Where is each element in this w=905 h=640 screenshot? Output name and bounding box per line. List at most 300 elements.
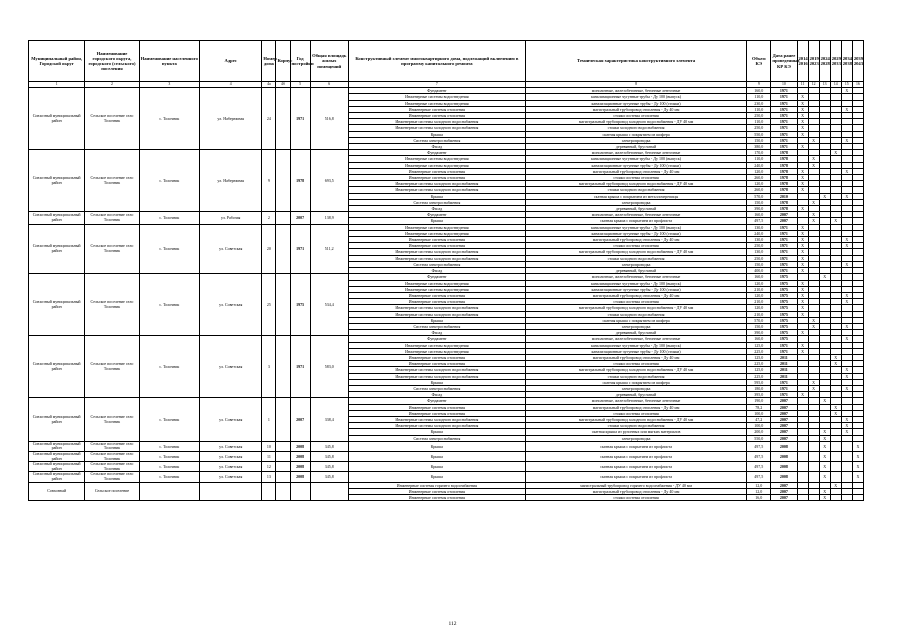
volume-cell: 225,0 — [747, 361, 771, 367]
period-mark-cell — [841, 472, 852, 482]
repair-date-cell: 1975 — [771, 323, 797, 329]
characteristic-cell: магистральный трубопровод отопления - Ду 40 мм — [525, 237, 746, 243]
repair-date-cell: 1971 — [771, 94, 797, 100]
repair-date-cell: 2011 — [771, 373, 797, 379]
characteristic-cell: стояки системы отопления — [525, 113, 746, 119]
characteristic-cell: скатная крыша с покрытием из профлиста — [525, 451, 746, 461]
column-number: 10 — [771, 82, 797, 88]
structural-element-cell: Инженерные системы холодного водоснабжения — [348, 187, 525, 193]
characteristic-cell: электропроводка — [525, 323, 746, 329]
settlement-cell: Сельское поселение село Толочник — [85, 462, 139, 472]
period-mark-cell: X — [797, 100, 808, 106]
characteristic-cell: стояки системы отопления — [525, 175, 746, 181]
period-mark-cell: X — [852, 441, 863, 451]
volume-cell: 160,0 — [747, 274, 771, 280]
column-header: Год постройки — [290, 41, 310, 82]
characteristic-cell: магистральный трубопровод отопления - Ду 40 мм — [525, 106, 746, 112]
repair-date-cell: 1978 — [771, 150, 797, 156]
district-cell: Cовхозный муниципальный район — [29, 451, 85, 461]
volume-cell: 250,0 — [747, 113, 771, 119]
structural-element-cell: Фасад — [348, 206, 525, 212]
period-mark-cell — [808, 462, 819, 472]
characteristic-cell: электропроводка — [525, 199, 746, 205]
locality-cell: с. Толочник — [139, 472, 199, 482]
repair-date-cell: 1971 — [771, 125, 797, 131]
period-mark-cell: X — [797, 292, 808, 298]
living-area-cell: 345,8 — [310, 472, 348, 482]
living-area-cell: 345,8 — [310, 441, 348, 451]
structural-element-cell: Инженерные системы отопления — [348, 404, 525, 410]
building-cell — [276, 224, 290, 274]
characteristic-cell: канализационные чугунные трубы - Ду 100 (стояки) — [525, 230, 746, 236]
structural-element-cell: Фундамент — [348, 274, 525, 280]
settlement-cell: Сельское поселение село Толочник — [85, 88, 139, 150]
period-mark-cell: X — [797, 119, 808, 125]
structural-element-cell: Инженерные системы холодного водоснабжения — [348, 311, 525, 317]
structural-element-cell: Инженерные системы отопления — [348, 354, 525, 360]
characteristic-cell: стояки холодного водоснабжения — [525, 423, 746, 429]
repair-date-cell: 1978 — [771, 162, 797, 168]
structural-element-cell: Инженерные системы холодного водоснабжения — [348, 305, 525, 311]
column-header: Объем КЭ — [747, 41, 771, 82]
build-year-cell: 1978 — [290, 150, 310, 212]
build-year-cell: 1971 — [290, 336, 310, 398]
structural-element-cell: Фасад — [348, 144, 525, 150]
volume-cell: 130,0 — [747, 249, 771, 255]
period-mark-cell — [797, 441, 808, 451]
structural-element-cell: Инженерные системы отопления — [348, 106, 525, 112]
repair-date-cell: 1971 — [771, 348, 797, 354]
period-mark-cell — [797, 462, 808, 472]
volume-cell: 225,0 — [747, 348, 771, 354]
column-header: 2014 2016 — [797, 41, 808, 82]
characteristic-cell: электропроводка — [525, 261, 746, 267]
table-row — [29, 441, 864, 451]
build-year-cell: 2007 — [290, 212, 310, 224]
period-mark-cell: X — [797, 286, 808, 292]
period-mark-cell: X — [797, 106, 808, 112]
characteristic-cell: магистральный трубопровод отопления - Ду 40 мм — [525, 168, 746, 174]
characteristic-cell: канализационные чугунные трубы - Ду 100 (выпуск) — [525, 94, 746, 100]
structural-element-cell: Фасад — [348, 268, 525, 274]
volume-cell: 230,0 — [747, 100, 771, 106]
structural-element-cell: Инженерные системы отопления — [348, 168, 525, 174]
structural-element-cell: Инженерные системы холодного водоснабжения — [348, 255, 525, 261]
repair-date-cell: 1975 — [771, 292, 797, 298]
repair-date-cell: 1971 — [771, 144, 797, 150]
repair-date-cell: 1971 — [771, 237, 797, 243]
repair-date-cell: 1975 — [771, 274, 797, 280]
characteristic-cell: стояки холодного водоснабжения — [525, 125, 746, 131]
period-mark-cell: X — [841, 88, 852, 94]
volume-cell: 130,0 — [747, 224, 771, 230]
structural-element-cell: Инженерные системы водоотведения — [348, 342, 525, 348]
characteristic-cell: стояки холодного водоснабжения — [525, 255, 746, 261]
settlement-cell: Сельское поселение село Толочник — [85, 150, 139, 212]
structural-element-cell: Инженерные системы отопления — [348, 361, 525, 367]
volume-cell: 150,0 — [747, 199, 771, 205]
build-year-cell: 2007 — [290, 398, 310, 441]
column-number: 1 — [29, 82, 85, 88]
repair-date-cell: 1971 — [771, 230, 797, 236]
repair-date-cell: 2007 — [771, 429, 797, 435]
period-mark-cell: X — [797, 224, 808, 230]
volume-cell: 110,0 — [747, 156, 771, 162]
characteristic-cell: магистральный трубопровод холодного водоснабжения - ДУ 40 мм — [525, 367, 746, 373]
house-number-cell: 10 — [262, 441, 276, 451]
period-mark-cell: X — [808, 385, 819, 391]
house-number-cell: 24 — [262, 88, 276, 150]
characteristic-cell: деревянный, брусчатый — [525, 392, 746, 398]
repair-date-cell: 2007 — [771, 488, 797, 494]
settlement-cell: Сельское поселение село Толочник — [85, 472, 139, 482]
period-mark-cell: X — [852, 472, 863, 482]
period-mark-cell: X — [797, 144, 808, 150]
period-mark-cell — [852, 494, 863, 500]
district-cell: Cовхозный муниципальный район — [29, 88, 85, 150]
district-cell: Cовхозный — [29, 482, 85, 501]
repair-date-cell: 1971 — [771, 119, 797, 125]
characteristic-cell: стояки холодного водоснабжения — [525, 311, 746, 317]
period-mark-cell — [841, 441, 852, 451]
characteristic-cell: магистральный трубопровод отопления - Ду 40 мм — [525, 292, 746, 298]
period-mark-cell — [830, 451, 841, 461]
period-mark-cell: X — [841, 429, 852, 435]
volume-cell: 100,0 — [747, 410, 771, 416]
characteristic-cell: электропроводка — [525, 385, 746, 391]
capital-repair-table — [28, 40, 864, 501]
repair-date-cell: 2011 — [771, 367, 797, 373]
column-number: 4 — [200, 82, 262, 88]
living-area-cell: 338,4 — [310, 398, 348, 441]
structural-element-cell: Инженерные системы холодного водоснабжения — [348, 249, 525, 255]
build-year-cell: 2008 — [290, 451, 310, 461]
characteristic-cell: монолитные, железобетонные, бетонные ленточные — [525, 274, 746, 280]
period-mark-cell: X — [841, 336, 852, 342]
volume-cell: 125,0 — [747, 354, 771, 360]
repair-date-cell: 1971 — [771, 342, 797, 348]
volume-cell: 240,0 — [747, 230, 771, 236]
characteristic-cell: скатная крыша с покрытием из шифера — [525, 131, 746, 137]
period-mark-cell: X — [808, 162, 819, 168]
structural-element-cell: Фундамент — [348, 398, 525, 404]
volume-cell: 12,0 — [747, 488, 771, 494]
period-mark-cell: X — [841, 385, 852, 391]
characteristic-cell: магистральный трубопровод холодного водоснабжения - ДУ 40 мм — [525, 249, 746, 255]
structural-element-cell: Инженерные системы водоотведения — [348, 280, 525, 286]
volume-cell: 400,0 — [747, 268, 771, 274]
column-header: Дата ранее проведенных КР КЭ — [771, 41, 797, 82]
characteristic-cell: канализационные чугунные трубы - Ду 100 (стояки) — [525, 286, 746, 292]
locality-cell: с. Толочник — [139, 224, 199, 274]
period-mark-cell: X — [797, 94, 808, 100]
settlement-cell: Сельское поселение — [85, 482, 139, 501]
volume-cell: 130,0 — [747, 237, 771, 243]
repair-date-cell: 1975 — [771, 305, 797, 311]
locality-cell: с. Толочник — [139, 150, 199, 212]
period-mark-cell: X — [797, 342, 808, 348]
period-mark-cell — [808, 441, 819, 451]
repair-date-cell: 1978 — [771, 181, 797, 187]
settlement-cell: Сельское поселение село Толочник — [85, 224, 139, 274]
column-header: Номер дома — [262, 41, 276, 82]
structural-element-cell: Система электроснабжения — [348, 323, 525, 329]
structural-element-cell: Инженерные системы водоотведения — [348, 162, 525, 168]
house-number-cell: 20 — [262, 224, 276, 274]
column-number: 2 — [85, 82, 139, 88]
structural-element-cell: Крыша — [348, 472, 525, 482]
period-mark-cell: X — [830, 354, 841, 360]
period-mark-cell: X — [808, 317, 819, 323]
repair-date-cell: 1971 — [771, 224, 797, 230]
street-cell: ул. Советская — [200, 441, 262, 451]
period-mark-cell — [830, 472, 841, 482]
period-mark-cell: X — [808, 156, 819, 162]
column-number: 8 — [525, 82, 746, 88]
settlement-cell: Сельское поселение село Толочник — [85, 451, 139, 461]
volume-cell: 550,0 — [747, 131, 771, 137]
repair-date-cell: 2007 — [771, 212, 797, 218]
repair-date-cell: 1971 — [771, 100, 797, 106]
period-mark-cell — [808, 472, 819, 482]
volume-cell: 210,0 — [747, 311, 771, 317]
repair-date-cell: 1975 — [771, 299, 797, 305]
structural-element-cell: Крыша — [348, 429, 525, 435]
structural-element-cell: Крыша — [348, 441, 525, 451]
build-year-cell: 1971 — [290, 224, 310, 274]
build-year-cell: 1975 — [290, 274, 310, 336]
period-mark-cell: X — [841, 243, 852, 249]
volume-cell: 120,0 — [747, 280, 771, 286]
street-cell: ул. Советская — [200, 398, 262, 441]
repair-date-cell: 2007 — [771, 494, 797, 500]
column-header: 2039 2043 — [852, 41, 863, 82]
structural-element-cell: Фасад — [348, 330, 525, 336]
characteristic-cell: монолитные, железобетонные, бетонные ленточные — [525, 398, 746, 404]
structural-element-cell: Фундамент — [348, 88, 525, 94]
characteristic-cell: скатная крыша с покрытием из металлочерепицы — [525, 193, 746, 199]
repair-date-cell: 2007 — [771, 410, 797, 416]
structural-element-cell: Инженерные системы холодного водоснабжения — [348, 181, 525, 187]
period-mark-cell: X — [797, 243, 808, 249]
page-number: 112 — [448, 621, 457, 627]
living-area-cell — [310, 482, 348, 501]
column-header: 2029 2033 — [830, 41, 841, 82]
repair-date-cell: 2007 — [771, 423, 797, 429]
volume-cell: 200,0 — [747, 429, 771, 435]
repair-date-cell: 1971 — [771, 137, 797, 143]
repair-date-cell: 1975 — [771, 280, 797, 286]
structural-element-cell: Крыша — [348, 193, 525, 199]
living-area-cell: 138,9 — [310, 212, 348, 224]
period-mark-cell: X — [841, 137, 852, 143]
characteristic-cell: канализационные чугунные трубы - Ду 100 (стояки) — [525, 162, 746, 168]
locality-cell: с. Толочник — [139, 336, 199, 398]
structural-element-cell: Инженерные системы водоотведения — [348, 100, 525, 106]
period-mark-cell: X — [797, 299, 808, 305]
district-cell: Cовхозный муниципальный район — [29, 336, 85, 398]
structural-element-cell: Система электроснабжения — [348, 137, 525, 143]
period-mark-cell: X — [841, 323, 852, 329]
repair-date-cell: 1975 — [771, 317, 797, 323]
street-cell: ул. Советская — [200, 451, 262, 461]
structural-element-cell: Инженерные системы холодного водоснабжения — [348, 373, 525, 379]
street-cell: ул. Советская — [200, 274, 262, 336]
district-cell: Cовхозный муниципальный район — [29, 441, 85, 451]
characteristic-cell: канализационные чугунные трубы - Ду 100 (выпуск) — [525, 156, 746, 162]
house-number-cell: 1 — [262, 398, 276, 441]
period-mark-cell: X — [841, 367, 852, 373]
repair-date-cell: 1971 — [771, 131, 797, 137]
characteristic-cell: скатная крыша с покрытием из шифера — [525, 317, 746, 323]
characteristic-cell: стояки системы отопления — [525, 410, 746, 416]
characteristic-cell: монолитные, железобетонные, бетонные ленточные — [525, 212, 746, 218]
repair-date-cell: 1971 — [771, 385, 797, 391]
volume-cell: 497,5 — [747, 462, 771, 472]
characteristic-cell: магистральный трубопровод отопления - Ду 40 мм — [525, 488, 746, 494]
volume-cell: 190,0 — [747, 398, 771, 404]
structural-element-cell: Фундамент — [348, 150, 525, 156]
structural-element-cell: Инженерные системы холодного водоснабжения — [348, 119, 525, 125]
volume-cell: 390,0 — [747, 206, 771, 212]
period-mark-cell: X — [819, 451, 830, 461]
volume-cell: 250,0 — [747, 255, 771, 261]
structural-element-cell: Крыша — [348, 462, 525, 472]
column-number: 14 — [830, 82, 841, 88]
structural-element-cell: Инженерные системы отопления — [348, 299, 525, 305]
period-mark-cell: X — [797, 311, 808, 317]
repair-date-cell: 2007 — [771, 218, 797, 224]
volume-cell: 160,0 — [747, 88, 771, 94]
column-number: 12 — [808, 82, 819, 88]
column-number: 13 — [819, 82, 830, 88]
settlement-cell: Сельское поселение село Толочник — [85, 441, 139, 451]
repair-date-cell: 2011 — [771, 354, 797, 360]
column-number: 11 — [797, 82, 808, 88]
street-cell — [200, 482, 262, 501]
repair-date-cell: 2007 — [771, 482, 797, 488]
locality-cell: с. Толочник — [139, 451, 199, 461]
district-cell: Cовхозный муниципальный район — [29, 472, 85, 482]
period-mark-cell: X — [797, 280, 808, 286]
repair-date-cell: 1978 — [771, 168, 797, 174]
structural-element-cell: Система электроснабжения — [348, 385, 525, 391]
volume-cell: 160,0 — [747, 212, 771, 218]
locality-cell: с. Толочник — [139, 441, 199, 451]
building-cell — [276, 212, 290, 224]
period-mark-cell: X — [797, 249, 808, 255]
volume-cell: 395,0 — [747, 392, 771, 398]
structural-element-cell: Крыша — [348, 379, 525, 385]
structural-element-cell: Система электроснабжения — [348, 261, 525, 267]
living-area-cell: 534,4 — [310, 274, 348, 336]
house-number-cell: 25 — [262, 274, 276, 336]
column-number: 3 — [139, 82, 199, 88]
repair-date-cell: 1975 — [771, 330, 797, 336]
volume-cell: 497,5 — [747, 451, 771, 461]
period-mark-cell: X — [797, 237, 808, 243]
characteristic-cell: скатная крыша с покрытием из профлиста — [525, 441, 746, 451]
period-mark-cell: X — [797, 168, 808, 174]
structural-element-cell: Инженерные системы отопления — [348, 113, 525, 119]
structural-element-cell: Инженерные системы отопления — [348, 494, 525, 500]
characteristic-cell: магистральный трубопровод холодного водоснабжения - ДУ 40 мм — [525, 305, 746, 311]
street-cell: ул. Советская — [200, 224, 262, 274]
column-number: 4а — [262, 82, 276, 88]
structural-element-cell: Инженерные системы отопления — [348, 488, 525, 494]
period-mark-cell: X — [819, 472, 830, 482]
column-header: 2024 2028 — [819, 41, 830, 82]
volume-cell: 170,0 — [747, 150, 771, 156]
period-mark-cell: X — [830, 150, 841, 156]
period-mark-cell: X — [841, 193, 852, 199]
period-mark-cell: X — [830, 361, 841, 367]
characteristic-cell: магистральный трубопровод холодного водоснабжения - ДУ 40 мм — [525, 119, 746, 125]
period-mark-cell: X — [797, 261, 808, 267]
living-area-cell: 583,0 — [310, 336, 348, 398]
living-area-cell: 516,8 — [310, 88, 348, 150]
volume-cell: 595,0 — [747, 379, 771, 385]
characteristic-cell: канализационные чугунные трубы - Ду 100 (стояки) — [525, 100, 746, 106]
characteristic-cell: деревянный, брусчатый — [525, 206, 746, 212]
volume-cell: 160,0 — [747, 336, 771, 342]
period-mark-cell: X — [841, 423, 852, 429]
house-number-cell: 2 — [262, 212, 276, 224]
column-header: Муниципальный район, Городской округ — [29, 41, 85, 82]
period-mark-cell — [830, 494, 841, 500]
period-mark-cell: X — [841, 168, 852, 174]
period-mark-cell: X — [797, 125, 808, 131]
period-mark-cell: X — [797, 330, 808, 336]
street-cell: ул. Набережная — [200, 88, 262, 150]
characteristic-cell: стояки системы отопления — [525, 299, 746, 305]
characteristic-cell: стояки холодного водоснабжения — [525, 373, 746, 379]
district-cell: Cовхозный муниципальный район — [29, 398, 85, 441]
structural-element-cell: Инженерные системы отопления — [348, 175, 525, 181]
volume-cell: 110,0 — [747, 119, 771, 125]
structural-element-cell: Инженерные системы водоотведения — [348, 348, 525, 354]
house-number-cell: 13 — [262, 472, 276, 482]
street-cell: ул. Рабочая — [200, 212, 262, 224]
volume-cell: 110,0 — [747, 106, 771, 112]
period-mark-cell: X — [797, 113, 808, 119]
volume-cell: 260,0 — [747, 175, 771, 181]
settlement-cell: Сельское поселение село Толочник — [85, 212, 139, 224]
period-mark-cell: X — [852, 451, 863, 461]
settlement-cell: Сельское поселение село Толочник — [85, 398, 139, 441]
characteristic-cell: канализационные чугунные трубы - Ду 100 (выпуск) — [525, 224, 746, 230]
volume-cell: 120,0 — [747, 305, 771, 311]
structural-element-cell: Фундамент — [348, 212, 525, 218]
repair-date-cell: 1975 — [771, 311, 797, 317]
building-cell — [276, 451, 290, 461]
district-cell: Cовхозный муниципальный район — [29, 274, 85, 336]
structural-element-cell: Инженерные системы водоотведения — [348, 224, 525, 230]
volume-cell: 240,0 — [747, 162, 771, 168]
volume-cell: 570,0 — [747, 193, 771, 199]
period-mark-cell: X — [819, 435, 830, 441]
district-cell: Cовхозный муниципальный район — [29, 224, 85, 274]
volume-cell: 150,0 — [747, 323, 771, 329]
column-header-row — [29, 41, 864, 82]
period-mark-cell: X — [841, 261, 852, 267]
structural-element-cell: Инженерные системы водоотведения — [348, 286, 525, 292]
characteristic-cell: скатная крыша с покрытием из профлиста — [525, 218, 746, 224]
living-area-cell: 345,8 — [310, 462, 348, 472]
characteristic-cell: магистральный трубопровод холодного водоснабжения - ДУ 40 мм — [525, 181, 746, 187]
period-mark-cell: X — [841, 373, 852, 379]
street-cell: ул. Советская — [200, 336, 262, 398]
